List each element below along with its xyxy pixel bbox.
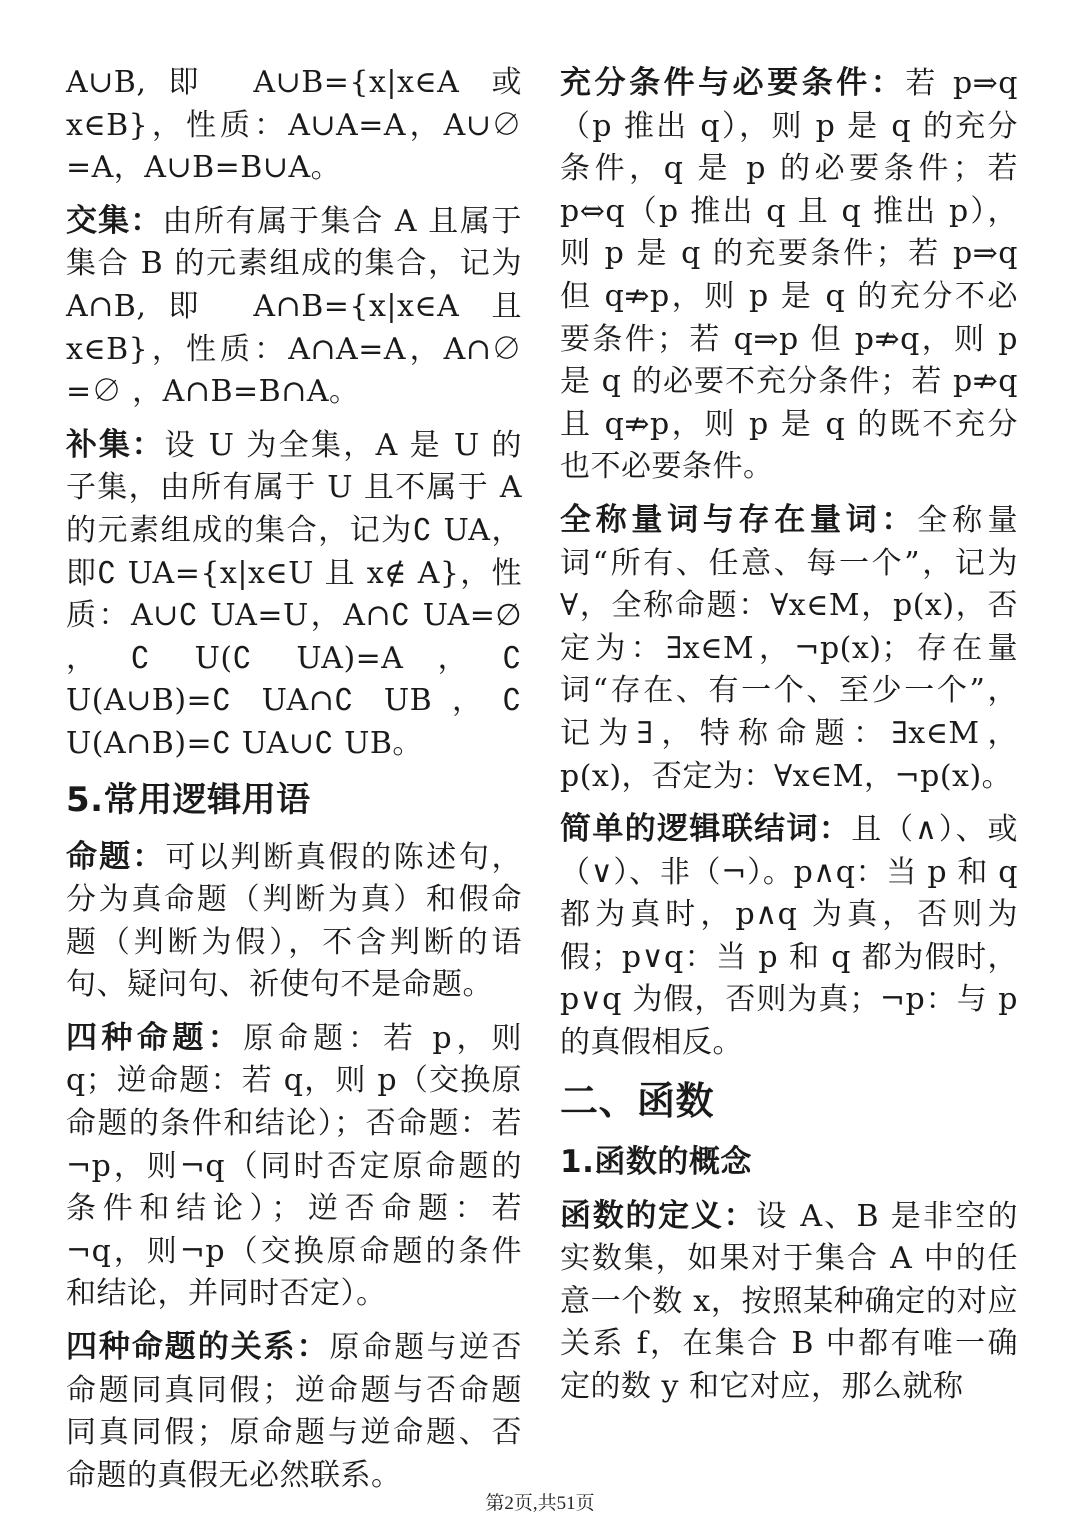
complement-term: 补集： (66, 426, 165, 463)
proposition-term: 命题： (66, 838, 166, 875)
page-number-footer: 第2页,共51页 (485, 1493, 595, 1514)
four-propositions-paragraph (66, 1017, 522, 1316)
quantifiers-body: 全称量词“所有、任意、每一个”，记为∀，全称命题：∀x∈M，p(x)，否定为：∃x∈M，¬p(x)；存在量词“存在、有一个、至少一个”，记为∃，特称命题：∃x∈M，p(x)，否定为：∀x∈M，¬p(x)。 (560, 502, 1019, 794)
four-propositions-relation-term: 四种命题的关系： (66, 1329, 330, 1366)
union-continuation: A∪B,即 A∪B={x|x∈A 或 x∈B}，性质：A∪A=A，A∪∅ =A，A∪B=B∪A。 (66, 65, 522, 186)
quantifiers-term: 全称量词与存在量词： (560, 501, 918, 538)
four-propositions-body: 原命题：若 p，则 q；逆命题：若 q，则 p（交换原命题的条件和结论）；否命题：若¬p，则¬q（同时否定原命题的条件和结论）；逆否命题：若¬q，则¬p（交换原命题的条件和结论，并同时否定）。 (66, 1020, 522, 1312)
four-propositions-relation-paragraph (66, 1326, 522, 1497)
function-definition-body: 设 A、B 是非空的实数集，如果对于集合 A 中的任意一个数 x，按照某种确定的对应关系 f，在集合 B 中都有唯一确定的数 y 和它对应，那么就称 (560, 1198, 1018, 1405)
intersection-term: 交集： (66, 202, 163, 239)
complement-body: 设 U 为全集，A 是 U 的子集，由所有属于 U 且不属于 A 的元素组成的集合，记为∁ UA，即∁ UA={x|x∈U 且 x∉ A}，性质：A∪∁ UA=U，A∩∁ UA=∅ ，∁ U(∁ UA)=A，∁ U(A∪B)=∁ UA∩∁ UB，∁ U(A∩B)=∁ UA∪∁ UB。 (66, 427, 522, 761)
right-column (560, 62, 1018, 1419)
subsection-heading-function-concept: 1.函数的概念 (560, 1143, 752, 1180)
function-definition-term: 函数的定义： (560, 1197, 757, 1234)
conditions-paragraph (560, 62, 1018, 489)
left-column (66, 62, 522, 1507)
complement-paragraph (66, 424, 522, 766)
connectives-body: 且（∧）、或（∨）、非（¬）。p∧q：当 p 和 q 都为真时，p∧q 为真，否则为假；p∨q：当 p 和 q 都为假时，p∨q 为假，否则为真；¬p：与 p 的真假相反。 (560, 812, 1018, 1061)
proposition-paragraph (66, 836, 522, 1007)
four-propositions-relation-body: 原命题与逆否命题同真同假；逆命题与否命题同真同假；原命题与逆命题、否命题的真假无必然联系。 (66, 1330, 523, 1493)
connectives-term: 简单的逻辑联结词： (560, 811, 852, 848)
intersection-paragraph (66, 200, 522, 414)
conditions-body: 若 p⇒q（p 推出 q），则 p 是 q 的充分条件，q 是 p 的必要条件；若 p⇔q（p 推出 q 且 q 推出 p），则 p 是 q 的充要条件；若 p⇒q 但 q⇏p，则 p 是 q 的充分不必要条件；若 q⇒p 但 p⇏q，则 p 是 q 的必要不充分条件；若 p⇏q 且 q⇏p，则 p 是 q 的既不充分也不必要条件。 (560, 66, 1018, 485)
connectives-paragraph (560, 808, 1018, 1065)
four-propositions-term: 四种命题： (66, 1019, 244, 1056)
intersection-body: 由所有属于集合 A 且属于集合 B 的元素组成的集合，记为 A∩B,即 A∩B={x|x∈A 且 x∈B}，性质：A∩A=A，A∩∅ =∅ ，A∩B=B∩A。 (66, 203, 522, 410)
quantifiers-paragraph (560, 499, 1018, 798)
function-definition-paragraph (560, 1195, 1018, 1409)
section-heading-logic: 5.常用逻辑用语 (66, 779, 311, 820)
conditions-term: 充分条件与必要条件： (560, 65, 906, 101)
proposition-body: 可以判断真假的陈述句，分为真命题（判断为真）和假命题（判断为假），不含判断的语句、疑问句、祈使句不是命题。 (66, 839, 523, 1003)
chapter-heading-functions: 二、函数 (560, 1078, 715, 1123)
